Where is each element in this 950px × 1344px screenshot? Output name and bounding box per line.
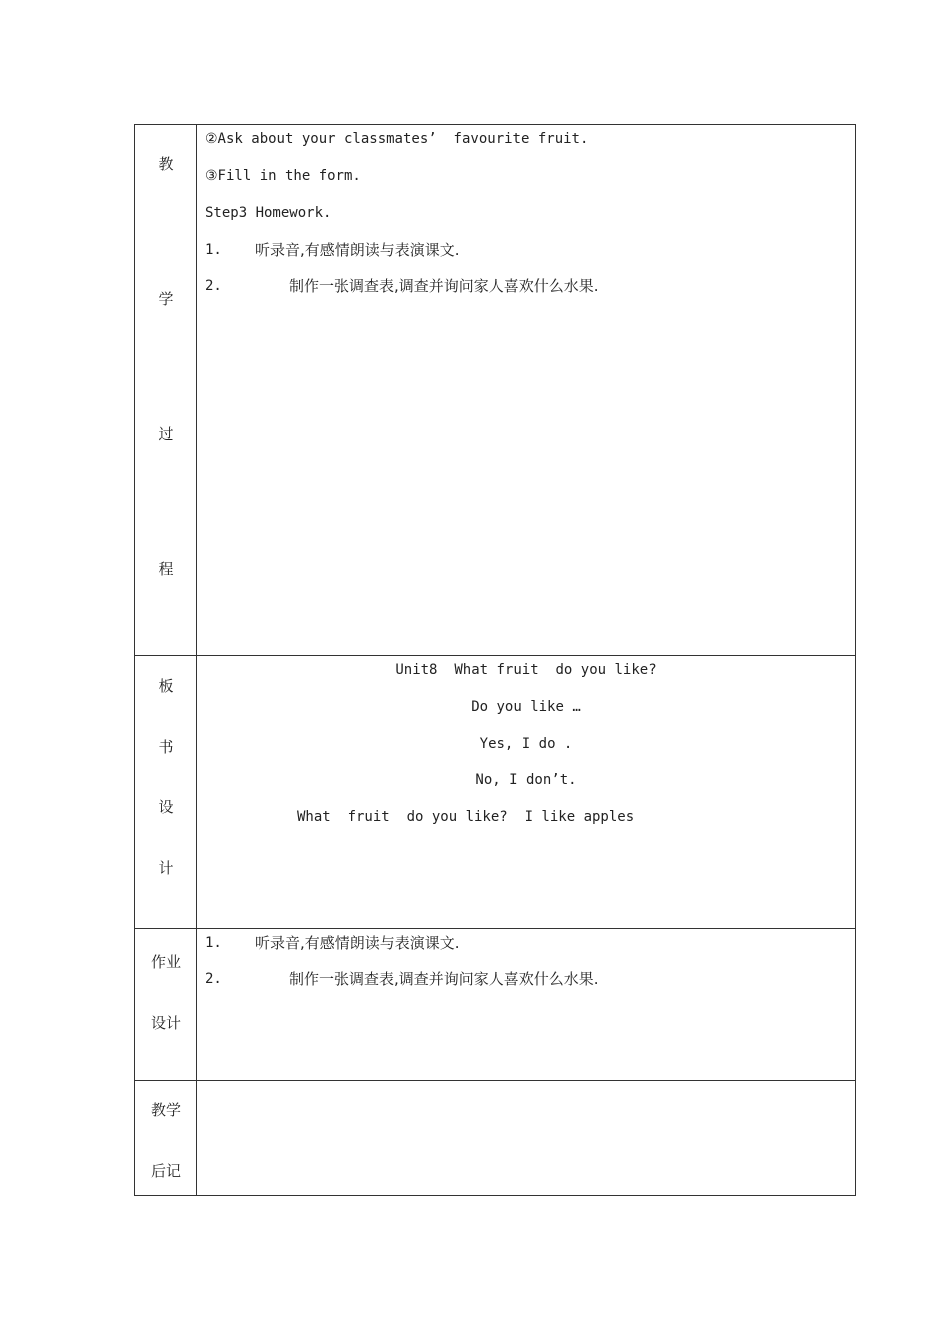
board-title: Unit8 What fruit do you like? [395,662,657,678]
process-label-char: 程 [158,560,174,578]
assignment-number: 2. [205,971,222,987]
process-line: Step3 Homework. [205,205,332,221]
assignment-label-cell [135,929,197,1080]
board-label-char: 设 [158,798,174,816]
homework-number: 2. [205,278,222,294]
lesson-plan-table [134,124,856,1196]
process-content-cell [197,125,855,655]
reflection-label-text: 后记 [150,1162,181,1180]
process-row [135,125,855,656]
process-line: ③Fill in the form. [205,168,361,184]
process-line: ②Ask about your classmates’ favourite fruit. [205,131,589,147]
process-label-char: 学 [158,290,174,308]
reflection-label-cell [135,1081,197,1195]
board-label-cell [135,656,197,928]
process-label-char: 过 [158,425,174,443]
process-label-cell [135,125,197,655]
assignment-text: 听录音,有感情朗读与表演课文. [255,934,460,952]
board-content-cell [197,656,855,928]
assignment-row [135,929,855,1081]
board-line: Yes, I do . [479,736,573,752]
reflection-content-cell[interactable] [197,1081,855,1195]
board-line: What fruit do you like? I like apples [297,809,635,825]
assignment-content-cell [197,929,855,1080]
board-label-char: 板 [158,677,174,695]
assignment-number: 1. [205,935,222,951]
assignment-text: 制作一张调查表,调查并询问家人喜欢什么水果. [289,970,599,988]
board-row [135,656,855,929]
homework-number: 1. [205,242,222,258]
board-label-char: 计 [158,859,174,877]
board-line: No, I don’t. [475,772,577,788]
assignment-label-text: 作业 [150,953,181,971]
process-label-char: 教 [158,155,174,173]
homework-text: 制作一张调查表,调查并询问家人喜欢什么水果. [289,277,599,295]
reflection-label-text: 教学 [150,1101,181,1119]
assignment-label-text: 设计 [150,1014,181,1032]
board-line: Do you like … [471,699,581,715]
board-label-char: 书 [158,738,174,756]
homework-text: 听录音,有感情朗读与表演课文. [255,241,460,259]
reflection-row [135,1081,855,1195]
